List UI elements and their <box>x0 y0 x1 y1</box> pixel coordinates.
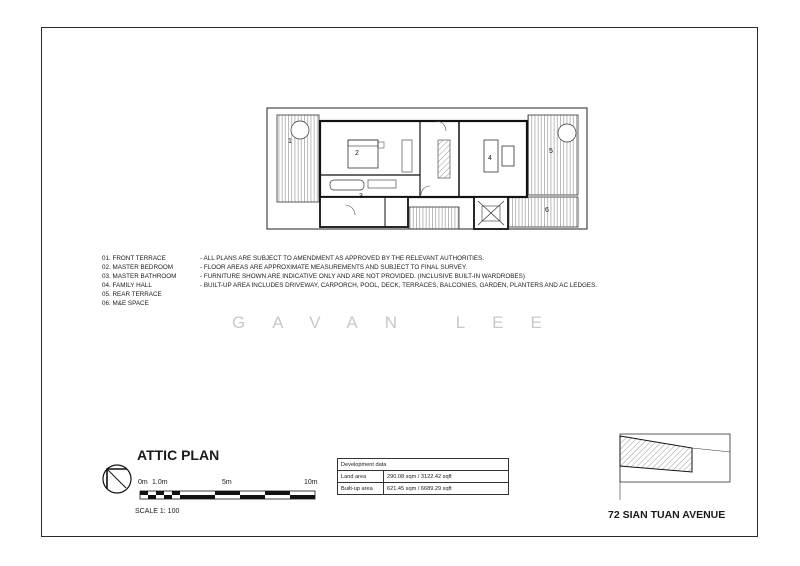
legend-item: 02. MASTER BEDROOM <box>102 264 174 271</box>
scale-label-10m: 10m <box>304 479 318 486</box>
stair <box>409 207 459 229</box>
note-item: - BUILT-UP AREA INCLUDES DRIVEWAY, CARPORCH, POOL, DECK, TERRACES, BALCONIES, GARDEN, PLANTERS AND AC LEDGES. <box>200 282 598 289</box>
watermark: GAVAN LEE <box>232 313 569 332</box>
scale-label-0m: 0m <box>138 479 148 486</box>
room-number-1: 1 <box>288 138 292 145</box>
scale-bar <box>140 491 315 499</box>
table-row <box>338 471 509 483</box>
legend-item: 06. M&E SPACE <box>102 300 149 307</box>
note-item: - ALL PLANS ARE SUBJECT TO AMENDMENT AS APPROVED BY THE RELEVANT AUTHORITIES. <box>200 255 485 262</box>
plan-title: ATTIC PLAN <box>137 447 220 463</box>
project-address: 72 SIAN TUAN AVENUE <box>608 509 726 521</box>
scale-label-1m: 1.0m <box>152 479 168 486</box>
room-number-6: 6 <box>545 207 549 214</box>
legend-item: 05. REAR TERRACE <box>102 291 162 298</box>
row-value: 621.45 sqm / 6689.29 sqft <box>384 483 509 495</box>
row-value: 290.08 sqm / 3122.42 sqft <box>384 471 509 483</box>
row-label: Land area <box>338 471 384 483</box>
row-label: Built-up area <box>338 483 384 495</box>
scale-text: SCALE 1: 100 <box>135 508 180 515</box>
interior-walls <box>320 121 527 197</box>
note-item: - FLOOR AREAS ARE APPROXIMATE MEASUREMENTS AND SUBJECT TO FINAL SURVEY. <box>200 264 468 271</box>
development-data-table <box>337 458 509 495</box>
front-lounger <box>291 121 309 139</box>
room-number-2: 2 <box>355 150 359 157</box>
room-number-3: 3 <box>359 193 363 200</box>
legend-item: 03. MASTER BATHROOM <box>102 273 177 280</box>
me-space <box>508 197 578 227</box>
legend-item: 01. FRONT TERRACE <box>102 255 166 262</box>
bathroom-lower <box>320 197 408 227</box>
key-plan <box>620 434 730 500</box>
room-legend <box>102 254 176 308</box>
room-number-5: 5 <box>549 148 553 155</box>
table-row <box>338 483 509 495</box>
note-item: - FURNITURE SHOWN ARE INDICATIVE ONLY AND ARE NOT PROVIDED. (INCLUSIVE BUILT-IN WARDROBES) <box>200 273 525 280</box>
rear-lounger <box>558 124 576 142</box>
room-number-4: 4 <box>488 155 492 162</box>
legend-item: 04. FAMILY HALL <box>102 282 152 289</box>
plan-notes <box>200 254 597 290</box>
scale-label-5m: 5m <box>222 479 232 486</box>
development-data-heading: Development data <box>338 459 509 471</box>
wardrobe <box>438 140 450 178</box>
